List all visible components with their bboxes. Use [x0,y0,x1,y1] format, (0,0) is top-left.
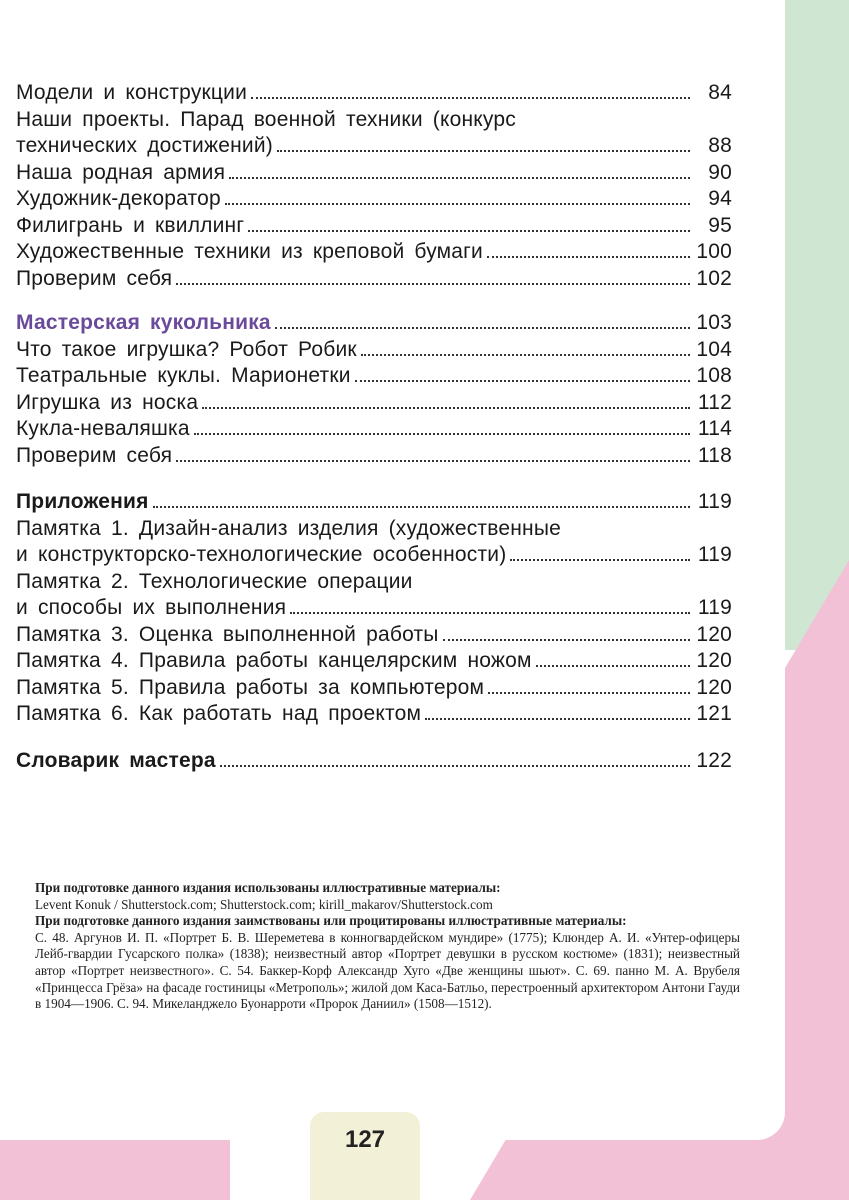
toc-page-number: 84 [708,81,732,104]
toc-page-number: 119 [697,543,732,566]
toc-page-number: 112 [697,390,732,414]
toc-page-number: 121 [696,702,732,725]
toc-entry[interactable]: Памятка 6. Как работать над проектом 121 [16,701,732,728]
toc-entry[interactable]: Модели и конструкции 84 [16,80,732,107]
background-green-strip [779,0,849,650]
toc-page-number: 119 [697,490,732,513]
toc-page-number: 120 [696,622,732,646]
credits-heading: При подготовке данного издания заимствованы или процитированы иллюстративные материалы: [35,913,627,929]
toc-page-number: 114 [697,417,732,440]
toc-entry[interactable]: Художественные техники из креповой бумаги 100 [16,239,732,266]
toc-page-number: 95 [708,213,732,237]
toc-entry[interactable]: и конструкторско-технологические особенности) 119 [16,542,732,569]
toc-entry[interactable]: и способы их выполнения 119 [16,595,732,622]
toc-page-number: 100 [696,240,732,263]
toc-page-number: 122 [696,748,732,772]
toc-entry[interactable]: Художник-декоратор 94 [16,186,732,213]
toc-page-number: 104 [696,337,732,361]
toc-section-heading[interactable]: Приложения 119 [16,489,732,516]
toc-entry[interactable]: Кукла-неваляшка 114 [16,416,732,443]
toc-page-number: 103 [696,311,732,334]
toc-entry[interactable]: технических достижений) 88 [16,133,732,160]
toc-page-number: 120 [696,675,732,699]
toc-entry[interactable]: Игрушка из носка 112 [16,390,732,417]
toc-entry-line[interactable]: Памятка 1. Дизайн-анализ изделия (художественные [16,516,562,540]
toc-entry[interactable]: Памятка 3. Оценка выполненной работы 120 [16,622,732,649]
toc-entry[interactable]: Памятка 4. Правила работы канцелярским ножом 120 [16,648,732,675]
toc-entry[interactable]: Театральные куклы. Марионетки 108 [16,363,732,390]
toc-entry-line[interactable]: Памятка 2. Технологические операции [16,569,413,593]
toc-entry[interactable]: Что такое игрушка? Робот Робик 104 [16,337,732,364]
table-of-contents [16,80,732,774]
toc-entry-line[interactable]: Наши проекты. Парад военной техники (конкурс [16,107,516,131]
toc-page-number: 118 [697,443,732,467]
toc-entry[interactable]: Наша родная армия 90 [16,160,732,187]
toc-page-number: 120 [696,649,732,672]
credits-body: С. 48. Аргунов И. П. «Портрет Б. В. Шереметева в конногвардейском мундире» (1775); Клюндер А. И. «Унтер-офицеры Лейб-гвардии Гусарского полка» (1838); неизвестный автор «Портрет девушки в русском костюме» (1831); неизвестный автор «Портрет неизвестного». С. 54. Баккер-Корф Александр Хуго «Две женщины шьют». С. 69. панно М. А. Врубеля «Принцесса Грёза» на фасаде гостиницы «Метрополь»; жилой дом Каса-Батльо, перестроенный архитектором Антони Гауди в 1904—1906. С. 94. Микеланджело Буонарроти «Пророк Даниил» (1508—1512). [35,929,740,1012]
toc-page-number: 119 [697,596,732,619]
page-number: 127 [310,1112,420,1200]
credits-heading: При подготовке данного издания использованы иллюстративные материалы: [35,880,501,895]
toc-entry[interactable]: Проверим себя 102 [16,266,732,293]
toc-section-heading[interactable]: Мастерская кукольника 103 [16,310,732,337]
illustration-credits [35,880,740,1013]
credits-sources: Levent Konuk / Shutterstock.com; Shutterstock.com; kirill_makarov/Shutterstock.com [35,896,493,912]
toc-page-number: 90 [708,160,732,184]
toc-page-number: 94 [708,187,732,210]
toc-page-number: 102 [696,266,732,290]
toc-entry[interactable]: Памятка 5. Правила работы за компьютером 120 [16,675,732,702]
toc-section-heading[interactable]: Словарик мастера 122 [16,748,732,775]
toc-page-number: 108 [696,364,732,387]
toc-page-number: 88 [708,134,732,157]
toc-entry[interactable]: Филигрань и квиллинг 95 [16,213,732,240]
toc-entry[interactable]: Проверим себя 118 [16,443,732,470]
